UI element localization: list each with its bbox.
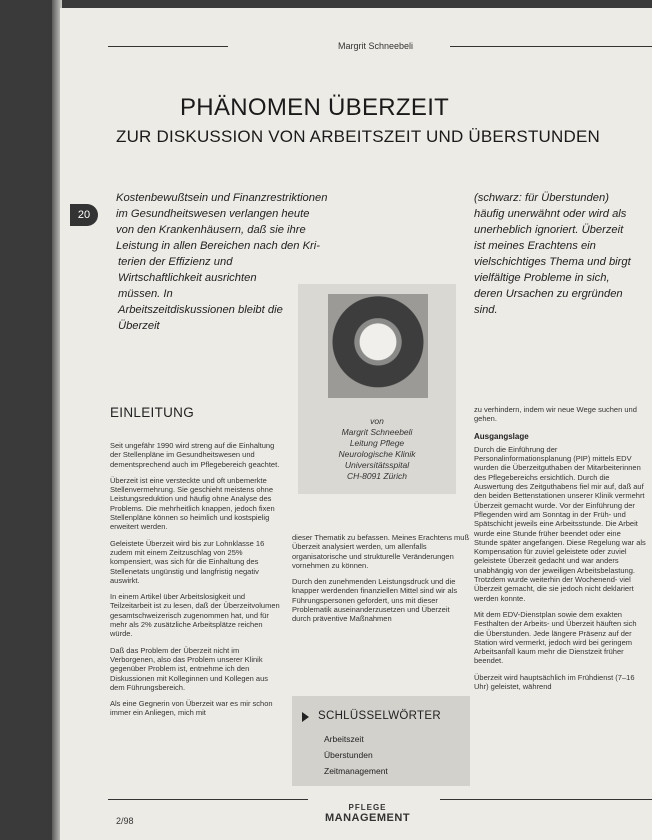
caption-role: Leitung Pflege [349,438,405,448]
footer-rule-right [440,799,652,800]
body-paragraph: Seit ungefähr 1990 wird streng auf die Einhaltung der Stellenpläne im Gesundheitswesen und dementsprechend auch im Pflegebereich geachtet. [110,441,280,469]
issue-number: 2/98 [116,816,134,826]
triangle-bullet-icon [302,712,309,722]
logo-line-2: MANAGEMENT [325,812,411,824]
article-title: PHÄNOMEN ÜBERZEIT [180,94,450,121]
body-paragraph: Daß das Problem der Überzeit nicht im Verborgenen, also das Problem unserer Klinik gegenüber Problem ist, entnehme ich den Diskussionen mit Kolleginnen und Kollegen aus dem Führungsbereich. [110,645,269,692]
photo-caption [308,416,446,482]
keyword-item: Zeitmanagement [324,766,388,776]
section-heading-einleitung: EINLEITUNG [110,405,195,420]
lead-paragraph-part1: Kostenbewußtsein und Finanzrestriktionen im Gesundheitswesen verlangen heute von den Krankenhäusern, daß sie ihre Leistung in allen Bereichen nach den Kri- [116,192,328,252]
caption-clinic: Neurologische Klinik [338,449,416,459]
body-paragraph: Durch den zunehmenden Leistungsdruck und die knapper werdenden finanziellen Mittel sind wir als Führungspersonen gefordert, uns mit dieser Problematik auseinanderzusetzen und Überzeit durch präventive Maßnahmen [292,577,458,624]
caption-city: CH-8091 Zürich [347,471,407,481]
caption-hospital: Universitätsspital [344,460,410,470]
body-paragraph: zu verhindern, indem wir neue Wege suchen und gehen. [474,405,637,424]
keywords-box [292,696,470,786]
body-paragraph: Geleistete Überzeit wird bis zur Lohnklasse 16 zudem mit einem Zeitzuschlag von 25% kompensiert, was sich für die Einhaltung des Stellenetats ungünstig und langfristig negativ auswirkt. [110,538,265,585]
lead-paragraph-part3: (schwarz: für Überstunden) häufig unerwähnt oder wird als unerheblich ignoriert. Überzeit ist meines Erachtens ein vielschichtiges Thema und birgt vielfältige Probleme in sich, deren Ursachen zu ergründen sind. [474,192,631,316]
author-photo-box [298,284,456,494]
keywords-title: SCHLÜSSELWÖRTER [318,710,441,722]
caption-by: von [370,416,384,426]
page-number-tab: 20 [70,204,98,226]
body-paragraph: dieser Thematik zu befassen. Meines Erachtens muß Überzeit analysiert werden, um allenfalls organisatorische und strukturelle Veränderungen vornehmen zu können. [292,533,470,570]
subheading-ausgangslage: Ausgangslage [474,431,529,441]
body-column-right [474,405,646,698]
caption-name: Margrit Schneebeli [341,427,413,437]
footer-rule-left [108,799,308,800]
body-column-middle [292,533,470,631]
keyword-item: Arbeitszeit [324,734,364,744]
body-paragraph: Überzeit ist eine versteckte und oft unbemerkte Stellenvermehrung. Sie geschieht meistens ohne Leistungsreduktion und häufig ohne Analyse des Problems. Die mehrheitlich knappen, jedoch fixen Stellenpläne können so heimlich und kostspielig erweitert werden. [110,475,275,532]
body-paragraph: Mit dem EDV-Dienstplan sowie dem exakten Festhalten der Arbeits- und Überzeit häuften sich die Überstunden. Jede längere Präsenz auf der Station wird vermerkt, jedoch wird bei geringem Arbeitsanfall kaum mehr die Dienstzeit früher beendet. [474,609,637,666]
article-subtitle: ZUR DISKUSSION VON ARBEITSZEIT UND ÜBERSTUNDEN [116,127,601,146]
header-rule-right [450,46,652,47]
magazine-logo [325,803,410,824]
author-portrait-image [328,294,428,398]
lead-paragraph-part2: terien der Effizienz und Wirtschaftlichkeit ausrichten müssen. In Arbeitszeitdiskussionen bleibt die Überzeit [118,256,283,332]
header-rule-left [108,46,228,47]
body-column-left [110,441,284,725]
body-paragraph: Als eine Gegnerin von Überzeit war es mir schon immer ein Anliegen, mich mit [110,699,273,718]
body-paragraph: Durch die Einführung der Personalinformationsplanung (PIP) mittels EDV wurden die Überzeitguthaben der Mitarbeiterinnen des Pflegebereichs ersichtlich. Durch die Auswertung des Zeitguthabens fiel mir auf, daß auf den beiden Bettenstationen unserer Klinik vermehrt Überzeit gemacht wurde. Vor der Einführung der Pflegenden wird am Sonntag in der Früh- und Spätschicht jeweils eine Arbeitsstunde. Die Arbeit wurde eine Stunde früher beendet oder eine Stunde später angefangen. Diese Regelung war als Kompensation für zuviel geleistete oder zuviel geleistete Überzeit gedacht und war anders unabhängig von der jeweiligen Arbeitsbelastung. Trotzdem wurde weiterhin der Wochenend- viel Überzeit gemacht, die sie jedoch nicht deklariert werden konnte. [474,444,646,603]
body-paragraph: Überzeit wird hauptsächlich im Frühdienst (7–16 Uhr) geleistet, während [474,672,635,692]
logo-line-1: PFLEGE [348,803,387,812]
keyword-item: Überstunden [324,750,373,760]
body-paragraph: In einem Artikel über Arbeitslosigkeit und Teilzeitarbeit ist zu lesen, daß der Überzeitvolumen gesamtschweizerisch zugenommen hat, und für mehr als 2% zusätzliche Arbeitsplätze reichen würde. [110,592,280,639]
running-header-author: Margrit Schneebeli [338,41,414,51]
magazine-page [60,8,652,840]
